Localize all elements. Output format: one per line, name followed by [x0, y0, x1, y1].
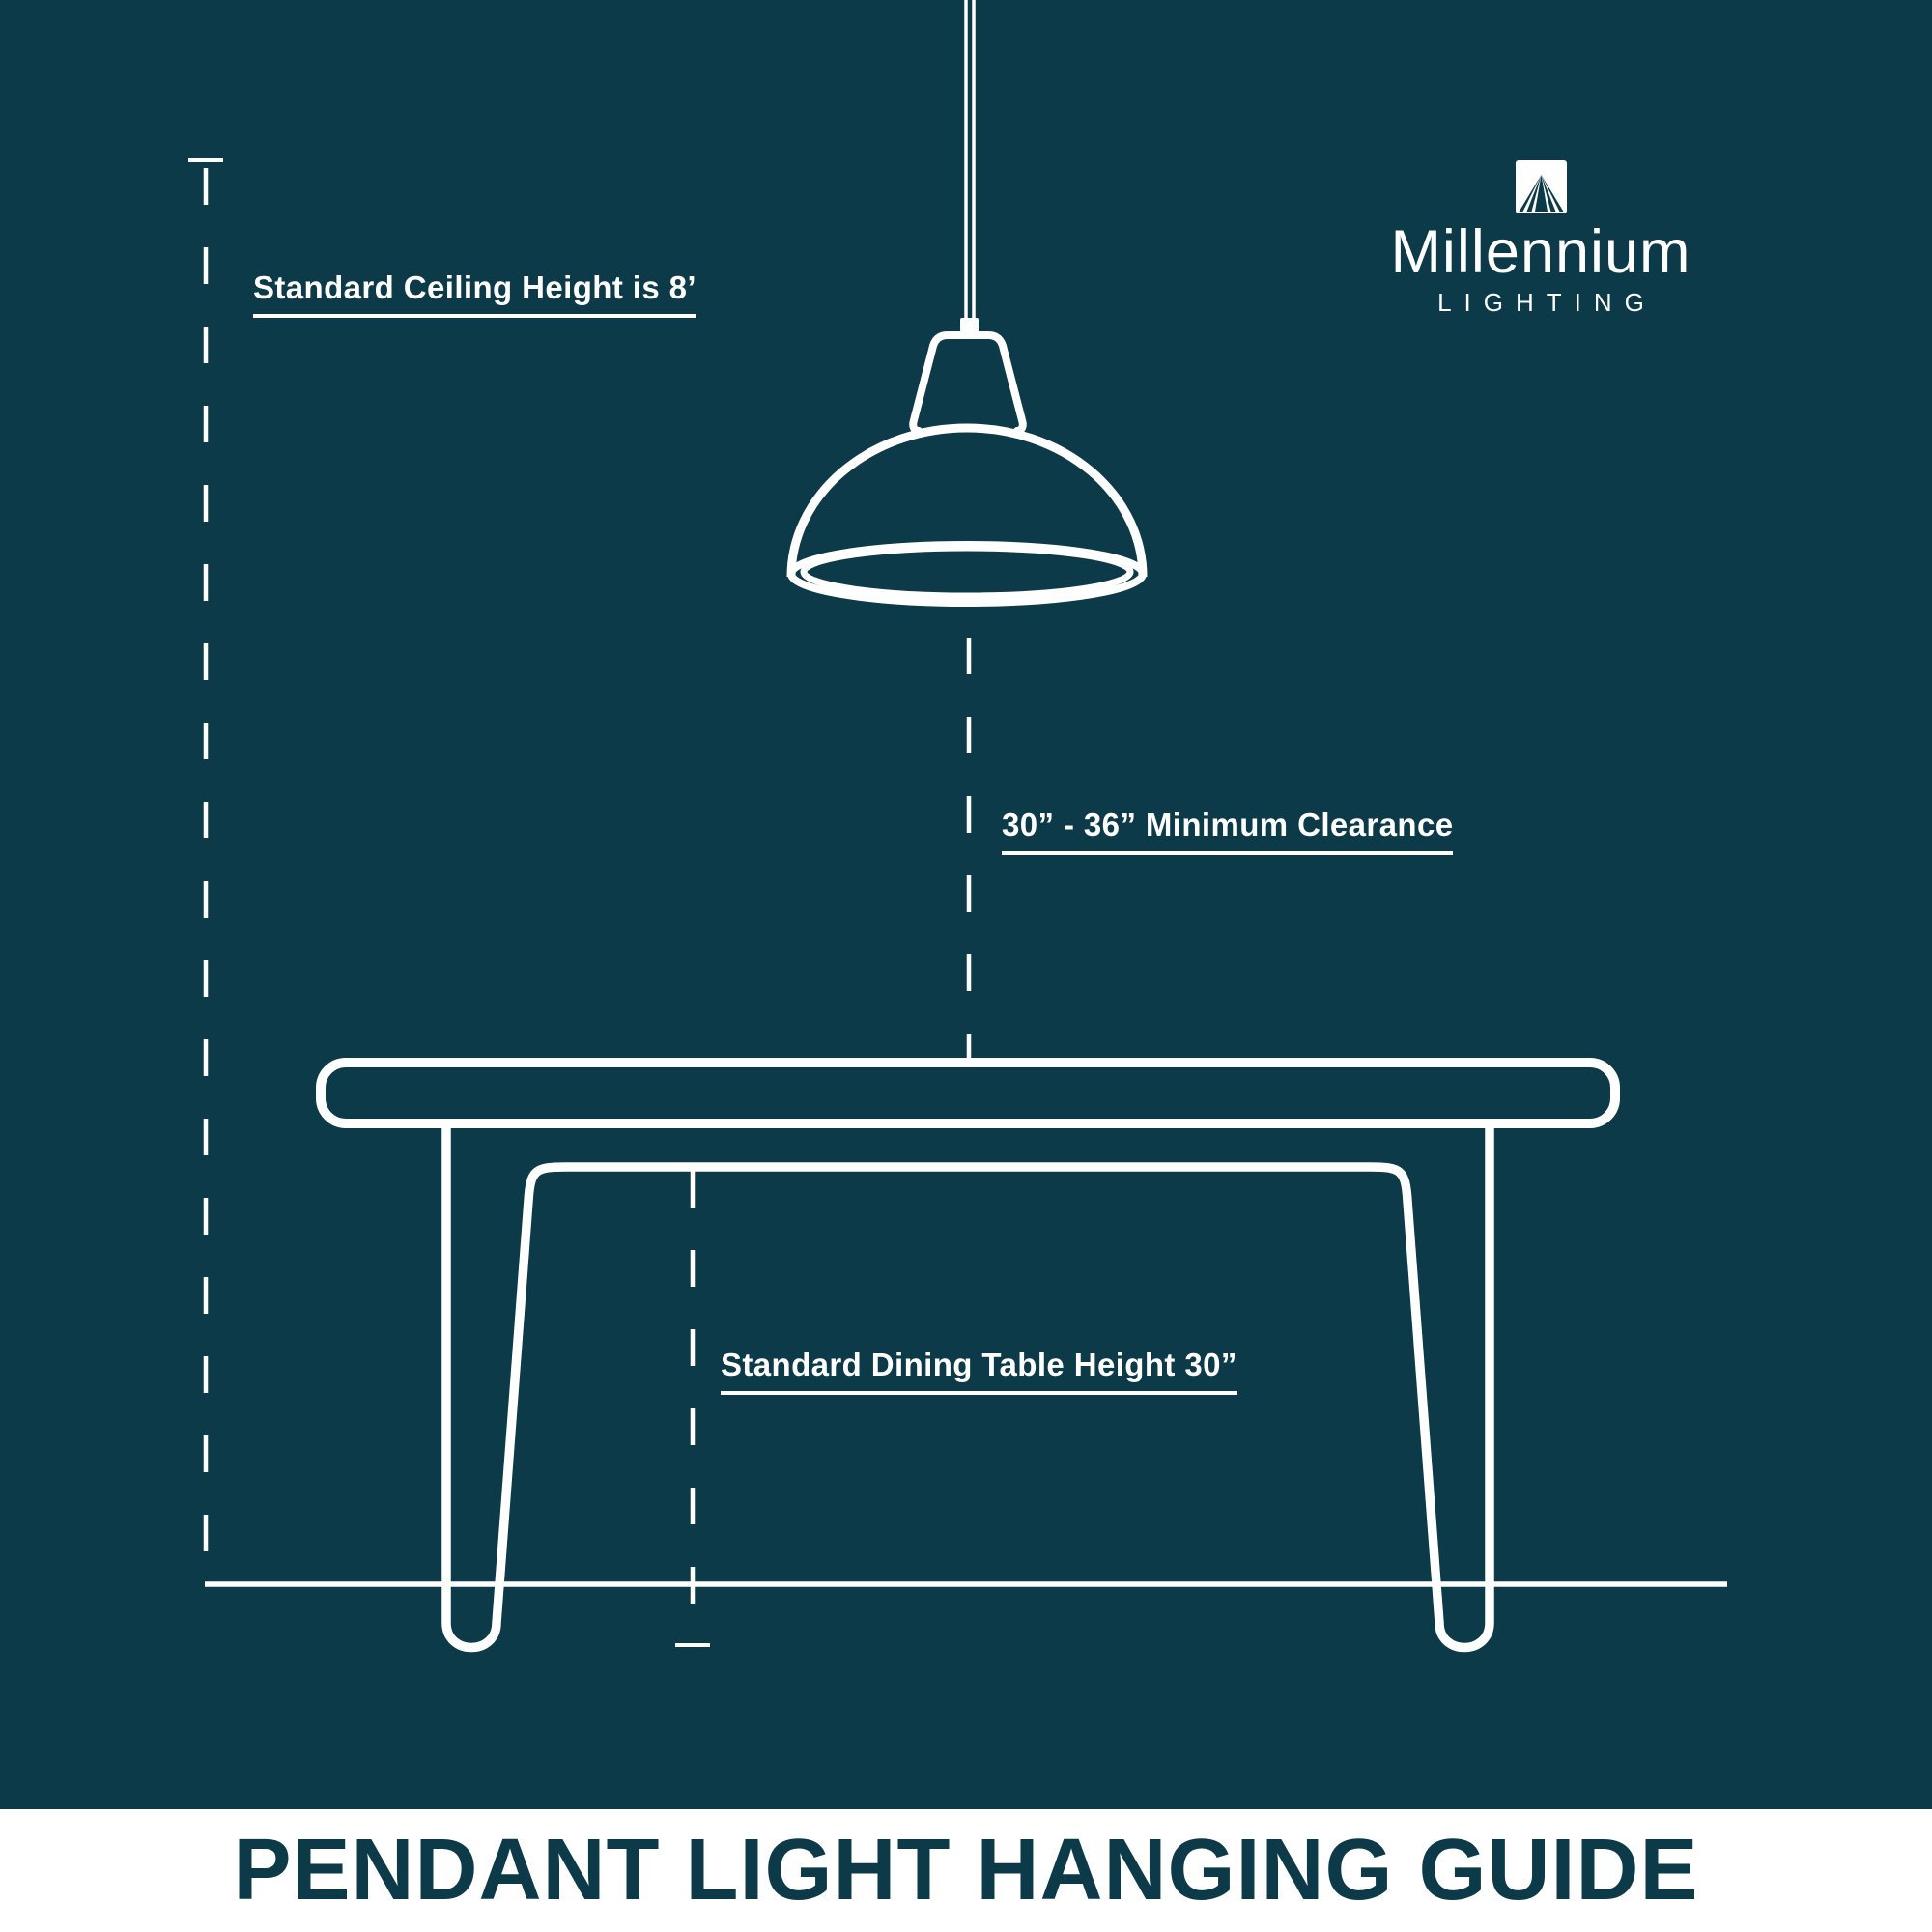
- tabletop: [321, 1063, 1615, 1123]
- millennium-lamp-rays-icon: [1516, 160, 1567, 213]
- ceiling-height-label: Standard Ceiling Height is 8’: [253, 270, 696, 318]
- logo-brand-text: Millennium: [1390, 218, 1691, 286]
- minimum-clearance-label: 30” - 36” Minimum Clearance: [1002, 808, 1453, 855]
- page-title: PENDANT LIGHT HANGING GUIDE: [233, 1822, 1699, 1918]
- ceiling-height-measure-line: [188, 160, 223, 1580]
- socket-cup: [913, 335, 1023, 431]
- table-height-label: Standard Dining Table Height 30”: [721, 1348, 1237, 1395]
- logo-tagline-text: LIGHTING: [1437, 288, 1657, 317]
- shade-rim-inner: [804, 548, 1130, 596]
- table-height-measure-line: [675, 1171, 710, 1645]
- millennium-lighting-logo: [1348, 160, 1734, 316]
- pendant-light-line-drawing: [791, 0, 1143, 603]
- footer-band: [0, 1809, 1932, 1932]
